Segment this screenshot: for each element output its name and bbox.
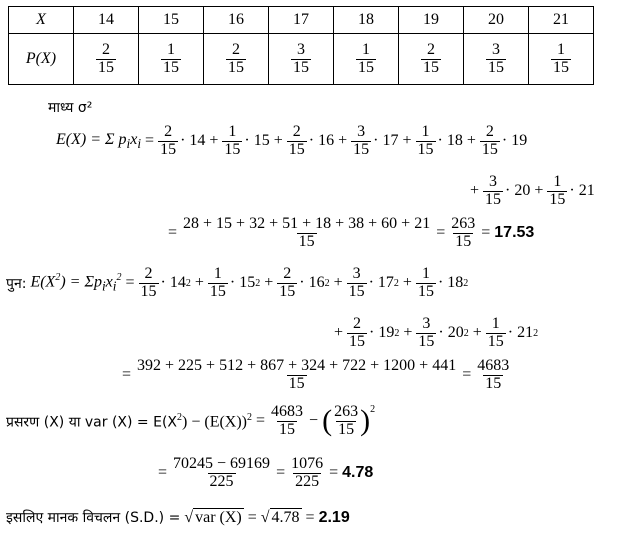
table-cell: $\frac{2}{15}$ [204, 34, 269, 85]
ex2-line-2 [330, 316, 538, 351]
table-cell: $\frac{3}{15}$ [269, 34, 334, 85]
term-fraction: $\frac{3}{15}$ [353, 123, 370, 158]
table-cell: 18 [334, 7, 399, 34]
term-fraction: $\frac{2}{15}$ [481, 123, 498, 158]
sd-label: इसलिए मानक विचलन (S.D.) = [6, 510, 181, 526]
term-fraction: $\frac{2}{15}$ [140, 265, 157, 300]
term-value: · 20 [505, 182, 531, 200]
ex2-lhs: $E(X^2) = \Sigma p_ix_i^2$ [30, 272, 122, 294]
term-value: · 16 [299, 274, 325, 292]
term-value: · 18 [437, 132, 463, 150]
variance-fraction-1: $\frac{4683}{15}$ [271, 403, 304, 438]
ex2-prefix: पुन: [6, 275, 27, 292]
term-value: · 16 [308, 132, 335, 150]
ex2-result-fraction: $\frac{4683}{15}$ [477, 357, 510, 392]
term-fraction: $\frac{3}{15}$ [348, 265, 365, 300]
ex-terms-1: $\frac{2}{15}$ · 14 + $\frac{1}{15}$ · 15 + $\frac{2}{15}$ · 16 + $\frac{3}{15}$ · 17 + $\frac{1}{15}$ · 18 + $\frac{2}{15}$ · 19 [160, 123, 528, 158]
term-fraction: $\frac{1}{15}$ [209, 265, 226, 300]
ex-lhs: E(X) = Σ $p_ix_i$ [56, 130, 142, 151]
ex-line-3: = $\frac{28 + 15 + 32 + 51 + 18 + 38 + 60 + 21}{15}$ = $\frac{263}{15}$ = 17.53 [168, 215, 535, 250]
term-value: · 15 [229, 274, 256, 292]
ex2-line-3: = $\frac{392 + 225 + 512 + 867 + 324 + 722 + 1200 + 441}{15}$ = $\frac{4683}{15}$ [122, 357, 510, 392]
ex-sum-fraction: $\frac{28 + 15 + 32 + 51 + 18 + 38 + 60 + 21}{15}$ [183, 215, 431, 250]
table-row-px [9, 34, 594, 85]
ex2-terms-2: + $\frac{2}{15}$ · 19 2 + $\frac{3}{15}$ · 20 2 + $\frac{1}{15}$ · 21 2 [330, 315, 539, 350]
term-value: · 18 [437, 274, 464, 292]
ex-terms-2: + $\frac{3}{15}$ · 20 + $\frac{1}{15}$ · 21 [466, 173, 595, 208]
table-cell: 17 [269, 7, 334, 34]
variance-label: प्रसरण (X) या var $(X) = E(X^2) - (E(X))^2$ [6, 411, 253, 430]
term-fraction: $\frac{1}{15}$ [417, 123, 434, 158]
variance-fraction-2: $\frac{263}{15}$ [334, 403, 359, 438]
term-value: · 21 [569, 182, 595, 200]
ex-result-fraction: $\frac{263}{15}$ [451, 215, 476, 250]
term-value: · 19 [501, 132, 528, 150]
term-fraction: $\frac{1}{15}$ [549, 173, 566, 208]
table-cell: $\frac{3}{15}$ [464, 34, 529, 85]
sd-radical-1: var (X) [195, 509, 242, 526]
variance-line-2: = $\frac{70245 - 69169}{225}$ = $\frac{1076}{225}$ = 4.78 [158, 455, 374, 490]
term-value: · 17 [373, 132, 399, 150]
term-value: · 19 [369, 324, 395, 342]
ex-line-2 [466, 174, 595, 209]
table-cell: 20 [464, 7, 529, 34]
term-value: · 17 [368, 274, 394, 292]
term-value: · 14 [160, 274, 186, 292]
ex-result: 17.53 [494, 224, 535, 242]
table-cell: 14 [74, 7, 139, 34]
term-fraction: $\frac{2}{15}$ [279, 265, 296, 300]
distribution-table [8, 6, 594, 85]
variance-line-1: प्रसरण (X) या var $(X) = E(X^2) - (E(X))^2$ = $\frac{4683}{15}$ − ( $\frac{263}{15}$ ) $^2$ [6, 403, 376, 438]
variance-result: 4.78 [342, 464, 374, 482]
table-cell: 19 [399, 7, 464, 34]
table-cell: $\frac{1}{15}$ [529, 34, 594, 85]
table-cell: $\frac{2}{15}$ [74, 34, 139, 85]
ex2-terms-1: $\frac{2}{15}$ · 14 2 + $\frac{1}{15}$ · 15 2 + $\frac{2}{15}$ · 16 2 + $\frac{3}{15}$ · 17 2 + $\frac{1}{15}$ · 18 2 [140, 265, 469, 300]
sd-radical-2: 4.78 [271, 509, 300, 526]
term-fraction: $\frac{2}{15}$ [288, 123, 305, 158]
term-fraction: $\frac{3}{15}$ [418, 315, 435, 350]
term-value: · 20 [438, 324, 464, 342]
table-header-x: X [9, 7, 74, 34]
term-fraction: $\frac{2}{15}$ [349, 315, 366, 350]
term-fraction: $\frac{1}{15}$ [224, 123, 241, 158]
term-value: · 14 [180, 132, 206, 150]
heading: माध्य σ² [48, 100, 93, 116]
table-header-px: P(X) [9, 34, 74, 85]
term-value: · 15 [244, 132, 270, 150]
term-fraction: $\frac{3}{15}$ [485, 173, 502, 208]
ex2-sum-fraction: $\frac{392 + 225 + 512 + 867 + 324 + 722 + 1200 + 441}{15}$ [137, 357, 457, 392]
table-cell: $\frac{1}{15}$ [139, 34, 204, 85]
variance-calc-fraction: $\frac{70245 - 69169}{225}$ [173, 455, 271, 490]
ex-line-1: E(X) = Σ $p_ix_i$ = $\frac{2}{15}$ · 14 + $\frac{1}{15}$ · 15 + $\frac{2}{15}$ · 16 + $\frac{3}{15}$ · 17 + $\frac{1}{15}$ · 18 + $\frac{2}{15}$ · 19 [56, 123, 528, 158]
sd-line: इसलिए मानक विचलन (S.D.) = √ var (X) = √ 4.78 = 2.19 [6, 508, 350, 526]
term-fraction: $\frac{1}{15}$ [417, 265, 434, 300]
table-cell: 21 [529, 7, 594, 34]
table-cell: 16 [204, 7, 269, 34]
table-cell: 15 [139, 7, 204, 34]
ex2-line-1: पुन: $E(X^2) = \Sigma p_ix_i^2$ = $\frac{2}{15}$ · 14 2 + $\frac{1}{15}$ · 15 2 + $\frac{2}{15}$ · 16 2 + $\frac{3}{15}$ · 17 2 + $\frac{1}{15}$ · 18 2 [6, 265, 469, 300]
term-value: · 21 [507, 324, 534, 342]
table-cell: $\frac{2}{15}$ [399, 34, 464, 85]
term-fraction: $\frac{1}{15}$ [487, 315, 504, 350]
variance-calc2-fraction: $\frac{1076}{225}$ [291, 455, 324, 490]
table-row-x [9, 7, 594, 34]
sd-result: 2.19 [318, 508, 350, 526]
table-cell: $\frac{1}{15}$ [334, 34, 399, 85]
term-fraction: $\frac{2}{15}$ [160, 123, 177, 158]
